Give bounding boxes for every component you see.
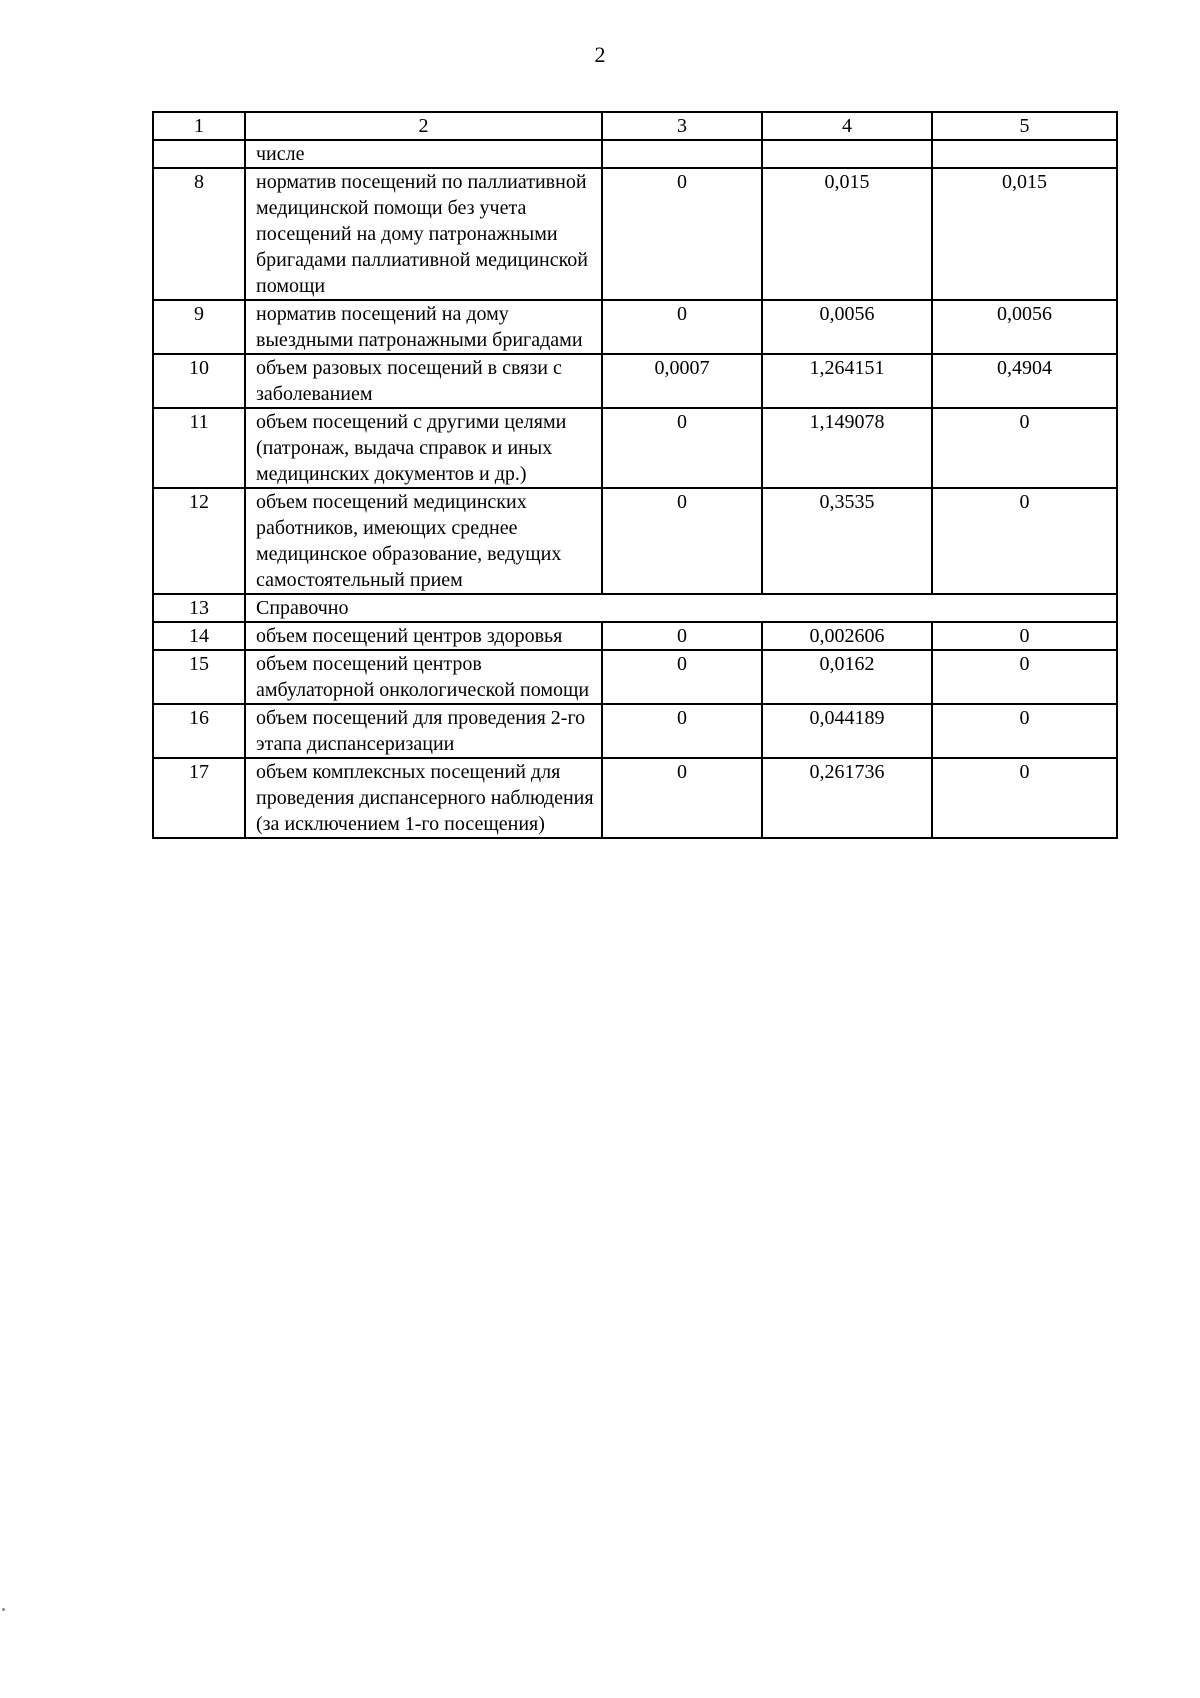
row-number-cell: 14 bbox=[153, 622, 245, 650]
value-cell-col5: 0 bbox=[932, 408, 1117, 488]
value-cell-col3: 0 bbox=[602, 168, 762, 300]
table-row bbox=[153, 622, 1117, 650]
table-row bbox=[153, 168, 1117, 300]
row-number-cell: 15 bbox=[153, 650, 245, 704]
value-cell-col5: 0 bbox=[932, 758, 1117, 838]
header-cell: 1 bbox=[153, 112, 245, 140]
value-cell-col5: 0 bbox=[932, 488, 1117, 594]
value-cell-col3: 0 bbox=[602, 650, 762, 704]
table-header-row bbox=[153, 112, 1117, 140]
row-number-cell: 11 bbox=[153, 408, 245, 488]
row-number-cell: 10 bbox=[153, 354, 245, 408]
table-row bbox=[153, 408, 1117, 488]
header-cell: 4 bbox=[762, 112, 932, 140]
row-text-cell: норматив посещений на дому выездными патронажными бригадами bbox=[245, 300, 602, 354]
row-number-cell: 9 bbox=[153, 300, 245, 354]
header-cell: 2 bbox=[245, 112, 602, 140]
row-number-cell: 13 bbox=[153, 594, 245, 622]
row-text-cell: норматив посещений по паллиативной медицинской помощи без учета посещений на дому патронажными бригадами паллиативной медицинской помощи bbox=[245, 168, 602, 300]
value-cell-col3: 0 bbox=[602, 408, 762, 488]
value-cell-col4: 0,002606 bbox=[762, 622, 932, 650]
value-cell-col3: 0 bbox=[602, 300, 762, 354]
value-cell-col5: 0,015 bbox=[932, 168, 1117, 300]
row-text-cell: объем посещений центров здоровья bbox=[245, 622, 602, 650]
value-cell-col3 bbox=[602, 140, 762, 168]
row-number-cell: 12 bbox=[153, 488, 245, 594]
value-cell-col4: 1,149078 bbox=[762, 408, 932, 488]
reference-row bbox=[153, 594, 1117, 622]
value-cell-col3: 0 bbox=[602, 622, 762, 650]
value-cell-col3: 0 bbox=[602, 704, 762, 758]
table-row bbox=[153, 758, 1117, 838]
row-text-cell: объем посещений медицинских работников, имеющих среднее медицинское образование, ведущих самостоятельный прием bbox=[245, 488, 602, 594]
value-cell-col4: 0,261736 bbox=[762, 758, 932, 838]
row-text-cell: объем комплексных посещений для проведения диспансерного наблюдения (за исключением 1-го посещения) bbox=[245, 758, 602, 838]
row-number-cell: 17 bbox=[153, 758, 245, 838]
table-row bbox=[153, 488, 1117, 594]
value-cell-col4: 0,0162 bbox=[762, 650, 932, 704]
row-text-cell: объем разовых посещений в связи с заболеванием bbox=[245, 354, 602, 408]
value-cell-col4: 0,044189 bbox=[762, 704, 932, 758]
row-number-cell: 16 bbox=[153, 704, 245, 758]
row-text-cell: объем посещений с другими целями (патронаж, выдача справок и иных медицинских документов и др.) bbox=[245, 408, 602, 488]
value-cell-col5: 0,4904 bbox=[932, 354, 1117, 408]
value-cell-col5: 0,0056 bbox=[932, 300, 1117, 354]
value-cell-col3: 0 bbox=[602, 758, 762, 838]
value-cell-col5: 0 bbox=[932, 704, 1117, 758]
value-cell-col4: 1,264151 bbox=[762, 354, 932, 408]
value-cell-col5: 0 bbox=[932, 622, 1117, 650]
table-row bbox=[153, 140, 1117, 168]
value-cell-col5 bbox=[932, 140, 1117, 168]
table-row bbox=[153, 650, 1117, 704]
data-table bbox=[152, 111, 1118, 839]
value-cell-col4: 0,3535 bbox=[762, 488, 932, 594]
value-cell-col5: 0 bbox=[932, 650, 1117, 704]
value-cell-col4: 0,015 bbox=[762, 168, 932, 300]
row-number-cell: 8 bbox=[153, 168, 245, 300]
reference-label: Справочно bbox=[245, 594, 1117, 622]
scan-artifact-dot bbox=[2, 1608, 5, 1611]
page-number: 2 bbox=[594, 42, 606, 67]
table-row bbox=[153, 704, 1117, 758]
value-cell-col3: 0 bbox=[602, 488, 762, 594]
value-cell-col3: 0,0007 bbox=[602, 354, 762, 408]
header-cell: 3 bbox=[602, 112, 762, 140]
table-row bbox=[153, 354, 1117, 408]
value-cell-col4 bbox=[762, 140, 932, 168]
header-cell: 5 bbox=[932, 112, 1117, 140]
row-text-cell: объем посещений для проведения 2-го этапа диспансеризации bbox=[245, 704, 602, 758]
row-text-cell: числе bbox=[245, 140, 602, 168]
row-number-cell bbox=[153, 140, 245, 168]
value-cell-col4: 0,0056 bbox=[762, 300, 932, 354]
row-text-cell: объем посещений центров амбулаторной онкологической помощи bbox=[245, 650, 602, 704]
table-row bbox=[153, 300, 1117, 354]
